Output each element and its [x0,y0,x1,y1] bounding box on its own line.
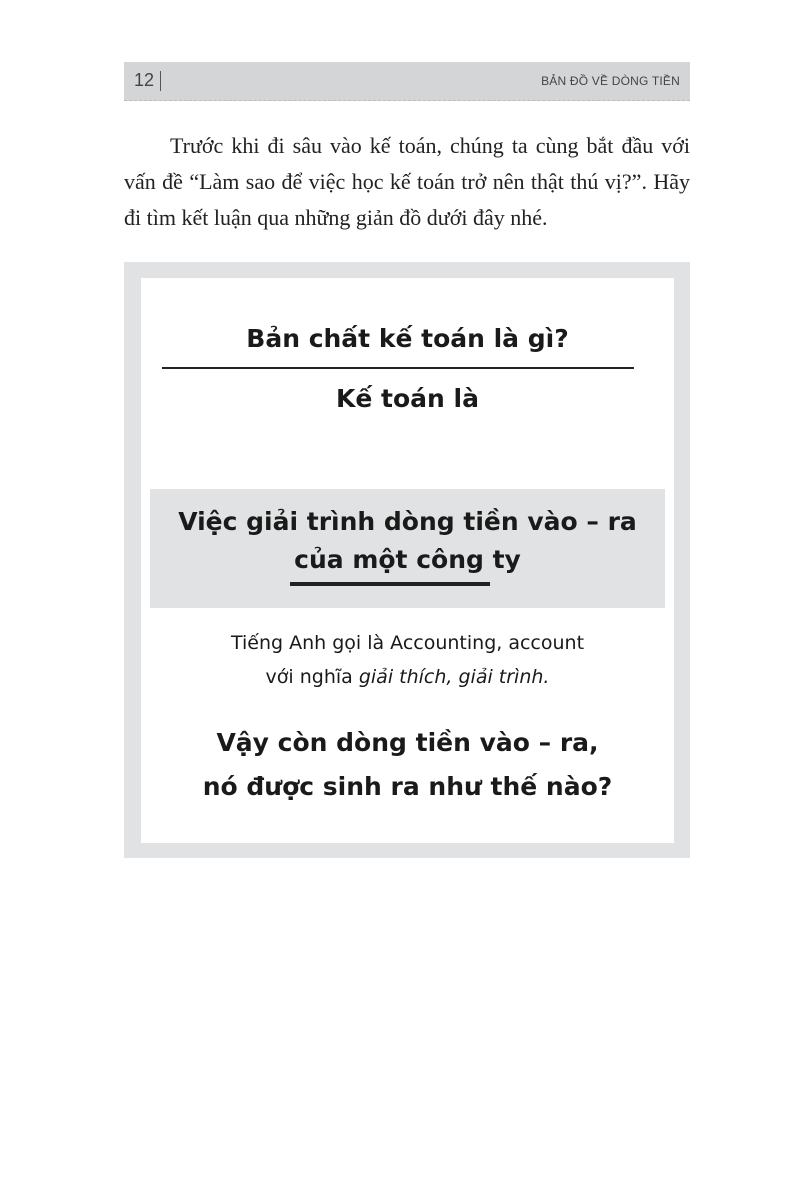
diagram-content [141,278,674,843]
running-title: BẢN ĐỒ VỀ DÒNG TIỀN [541,74,680,88]
definition-box [150,489,665,608]
note-italic: giải thích, giải trình. [358,666,550,688]
note-line-1: Tiếng Anh gọi là Accounting, account [230,632,585,654]
definition-line-2: của một công ty [294,545,521,574]
diagram-title: Bản chất kế toán là gì? [246,324,569,353]
definition-underline [290,582,490,586]
page-number: 12 [134,70,155,90]
definition-line-1: Việc giải trình dòng tiền vào – ra [178,507,637,536]
question-line-2: nó được sinh ra như thế nào? [202,772,613,801]
diagram-subtitle: Kế toán là [336,384,479,413]
intro-paragraph: Trước khi đi sâu vào kế toán, chúng ta cùng bắt đầu với vấn đề “Làm sao để việc học kế toán trở nên thật thú vị?”. Hãy đi tìm kết luận qua những giản đồ dưới đây nhé. [124,133,690,230]
header-divider [160,71,161,91]
diagram-frame [124,262,690,858]
note-prefix: với nghĩa [265,666,359,688]
title-rule [162,367,634,369]
note-line-2 [141,660,674,694]
running-header [124,62,690,101]
question-line-1: Vậy còn dòng tiền vào – ra, [216,728,599,757]
